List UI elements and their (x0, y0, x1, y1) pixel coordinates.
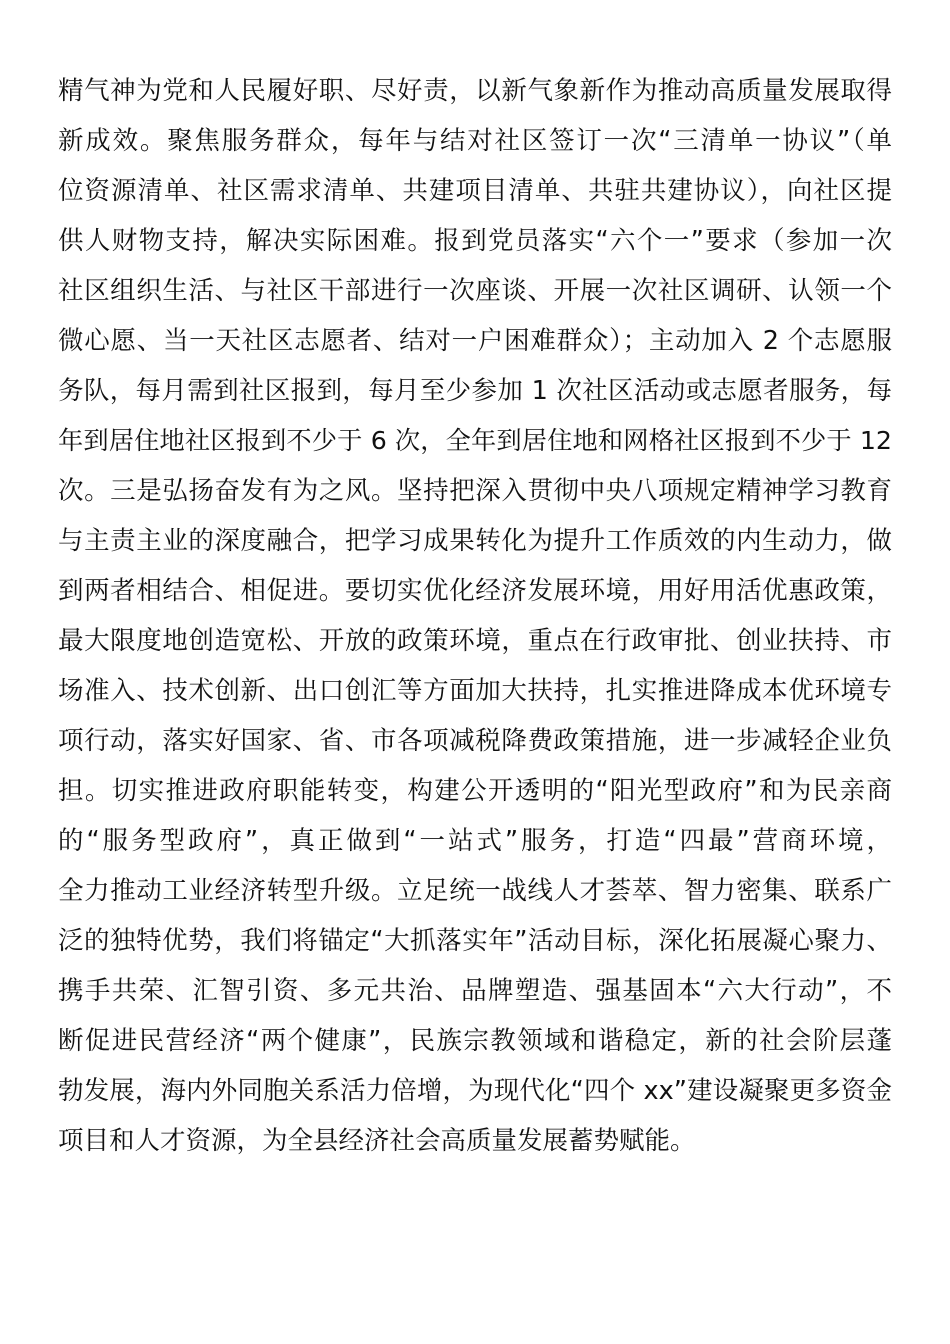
text-line-22: 项目和人才资源，为全县经济社会高质量发展蓄势赋能。 (58, 1126, 696, 1156)
text-line-16: 的“服务型政府”，真正做到“一站式”服务，打造“四最”营商环境， (58, 826, 892, 856)
text-line-17: 全力推动工业经济转型升级。立足统一战线人才荟萃、智力密集、联系广 (58, 876, 892, 906)
text-line-1: 精气神为党和人民履好职、尽好责，以新气象新作为推动高质量发展取得 (58, 76, 892, 106)
text-line-10: 与主责主业的深度融合，把学习成果转化为提升工作质效的内生动力，做 (58, 526, 892, 556)
text-line-15: 担。切实推进政府职能转变，构建公开透明的“阳光型政府”和为民亲商 (58, 776, 892, 806)
text-line-12: 最大限度地创造宽松、开放的政策环境，重点在行政审批、创业扶持、市 (58, 626, 892, 656)
text-line-6: 微心愿、当一天社区志愿者、结对一户困难群众）；主动加入 2 个志愿服 (58, 326, 892, 356)
text-line-21: 勃发展，海内外同胞关系活力倍增，为现代化“四个 xx”建设凝聚更多资金 (58, 1076, 892, 1106)
text-line-14: 项行动，落实好国家、省、市各项减税降费政策措施，进一步减轻企业负 (58, 726, 892, 756)
text-line-19: 携手共荣、汇智引资、多元共治、品牌塑造、强基固本“六大行动”，不 (58, 976, 892, 1006)
text-line-3: 位资源清单、社区需求清单、共建项目清单、共驻共建协议），向社区提 (58, 176, 892, 206)
body-paragraph (58, 66, 892, 1166)
text-line-7: 务队，每月需到社区报到，每月至少参加 1 次社区活动或志愿者服务，每 (58, 376, 892, 406)
text-line-4: 供人财物支持，解决实际困难。报到党员落实“六个一”要求（参加一次 (58, 226, 892, 256)
text-line-11: 到两者相结合、相促进。要切实优化经济发展环境，用好用活优惠政策， (58, 576, 892, 606)
text-line-2: 新成效。聚焦服务群众，每年与结对社区签订一次“三清单一协议”（单 (58, 126, 892, 156)
text-line-5: 社区组织生活、与社区干部进行一次座谈、开展一次社区调研、认领一个 (58, 276, 892, 306)
text-line-18: 泛的独特优势，我们将锚定“大抓落实年”活动目标，深化拓展凝心聚力、 (58, 926, 892, 956)
text-line-13: 场准入、技术创新、出口创汇等方面加大扶持，扎实推进降成本优环境专 (58, 676, 892, 706)
text-line-20: 断促进民营经济“两个健康”，民族宗教领域和谐稳定，新的社会阶层蓬 (58, 1026, 892, 1056)
text-line-8: 年到居住地社区报到不少于 6 次，全年到居住地和网格社区报到不少于 12 (58, 426, 892, 455)
text-line-9: 次。三是弘扬奋发有为之风。坚持把深入贯彻中央八项规定精神学习教育 (58, 476, 892, 506)
